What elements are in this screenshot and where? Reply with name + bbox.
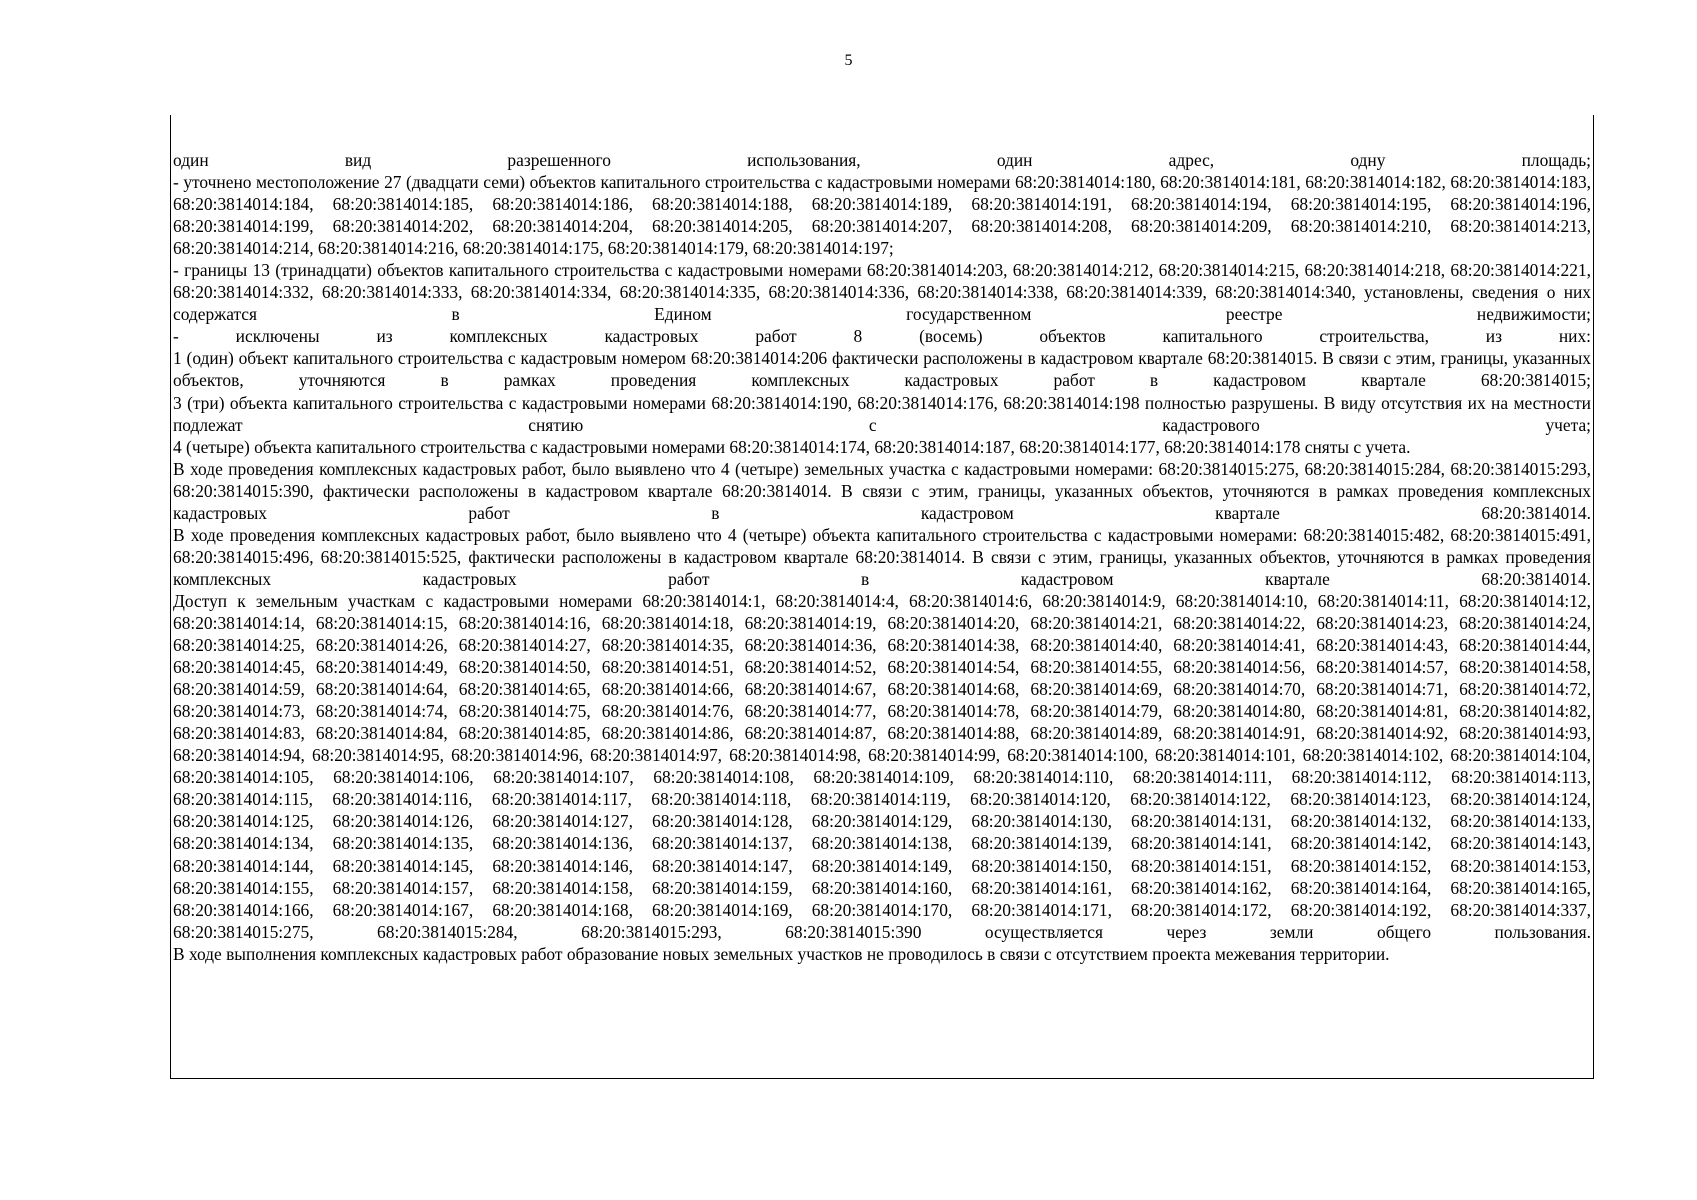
paragraph-land-plots-found: В ходе проведения комплексных кадастровых работ, было выявлено что 4 (четыре) земельных участка с кадастровыми номерами: 68:20:3814015:275, 68:20:3814015:284, 68:20:3814015:293, 68:20:3814015:390, фактически расположены в кадастровом квартале 68:20:3814014. В связи с этим, границы, указанных объектов, уточняются в рамках проведения комплексных кадастровых работ в кадастровом квартале 68:20:3814014. xyxy=(173,458,1591,523)
paragraph-access: Доступ к земельным участкам с кадастровыми номерами 68:20:3814014:1, 68:20:3814014:4, 68:20:3814014:6, 68:20:3814014:9, 68:20:3814014:10, 68:20:3814014:11, 68:20:3814014:12, 68:20:3814014:14, 68:20:3814014:15, 68:20:3814014:16, 68:20:3814014:18, 68:20:3814014:19, 68:20:3814014:20, 68:20:3814014:21, 68:20:3814014:22, 68:20:3814014:23, 68:20:3814014:24, 68:20:3814014:25, 68:20:3814014:26, 68:20:3814014:27, 68:20:3814014:35, 68:20:3814014:36, 68:20:3814014:38, 68:20:3814014:40, 68:20:3814014:41, 68:20:3814014:43, 68:20:3814014:44, 68:20:3814014:45, 68:20:3814014:49, 68:20:3814014:50, 68:20:3814014:51, 68:20:3814014:52, 68:20:3814014:54, 68:20:3814014:55, 68:20:3814014:56, 68:20:3814014:57, 68:20:3814014:58, 68:20:3814014:59, 68:20:3814014:64, 68:20:3814014:65, 68:20:3814014:66, 68:20:3814014:67, 68:20:3814014:68, 68:20:3814014:69, 68:20:3814014:70, 68:20:3814014:71, 68:20:3814014:72, 68:20:3814014:73, 68:20:3814014:74, 68:20:3814014:75, 68:20:3814014:76, 68:20:3814014:77, 68:20:3814014:78, 68:20:3814014:79, 68:20:3814014:80, 68:20:3814014:81, 68:20:3814014:82, 68:20:3814014:83, 68:20:3814014:84, 68:20:3814014:85, 68:20:3814014:86, 68:20:3814014:87, 68:20:3814014:88, 68:20:3814014:89, 68:20:3814014:91, 68:20:3814014:92, 68:20:3814014:93, 68:20:3814014:94, 68:20:3814014:95, 68:20:3814014:96, 68:20:3814014:97, 68:20:3814014:98, 68:20:3814014:99, 68:20:3814014:100, 68:20:3814014:101, 68:20:3814014:102, 68:20:3814014:104, 68:20:3814014:105, 68:20:3814014:106, 68:20:3814014:107, 68:20:3814014:108, 68:20:3814014:109, 68:20:3814014:110, 68:20:3814014:111, 68:20:3814014:112, 68:20:3814014:113, 68:20:3814014:115, 68:20:3814014:116, 68:20:3814014:117, 68:20:3814014:118, 68:20:3814014:119, 68:20:3814014:120, 68:20:3814014:122, 68:20:3814014:123, 68:20:3814014:124, 68:20:3814014:125, 68:20:3814014:126, 68:20:3814014:127, 68:20:3814014:128, 68:20:3814014:129, 68:20:3814014:130, 68:20:3814014:131, 68:20:3814014:132, 68:20:3814014:133, 68:20:3814014:134, 68:20:3814014:135, 68:20:3814014:136, 68:20:3814014:137, 68:20:3814014:138, 68:20:3814014:139, 68:20:3814014:141, 68:20:3814014:142, 68:20:3814014:143, 68:20:3814014:144, 68:20:3814014:145, 68:20:3814014:146, 68:20:3814014:147, 68:20:3814014:149, 68:20:3814014:150, 68:20:3814014:151, 68:20:3814014:152, 68:20:3814014:153, 68:20:3814014:155, 68:20:3814014:157, 68:20:3814014:158, 68:20:3814014:159, 68:20:3814014:160, 68:20:3814014:161, 68:20:3814014:162, 68:20:3814014:164, 68:20:3814014:165, 68:20:3814014:166, 68:20:3814014:167, 68:20:3814014:168, 68:20:3814014:169, 68:20:3814014:170, 68:20:3814014:171, 68:20:3814014:172, 68:20:3814014:192, 68:20:3814014:337, 68:20:3814015:275, 68:20:3814015:284, 68:20:3814015:293, 68:20:3814015:390 осуществляется через земли общего пользования. xyxy=(173,590,1591,942)
paragraph-use-address-area: один вид разрешенного использования, один адрес, одну площадь; xyxy=(173,150,1591,170)
paragraph-boundaries-established: - границы 13 (тринадцати) объектов капитального строительства с кадастровыми номерами 68:20:3814014:203, 68:20:3814014:212, 68:20:3814014:215, 68:20:3814014:218, 68:20:3814014:221, 68:20:3814014:332, 68:20:3814014:333, 68:20:3814014:334, 68:20:3814014:335, 68:20:3814014:336, 68:20:3814014:338, 68:20:3814014:339, 68:20:3814014:340, установлены, сведения о них содержатся в Едином государственном реестре недвижимости; xyxy=(173,260,1591,325)
paragraph-capital-objects-found: В ходе проведения комплексных кадастровых работ, было выявлено что 4 (четыре) объекта капитального строительства с кадастровыми номерами: 68:20:3814015:482, 68:20:3814015:491, 68:20:3814015:496, 68:20:3814015:525, фактически расположены в кадастровом квартале 68:20:3814014. В связи с этим, границы, указанных объектов, уточняются в рамках проведения комплексных кадастровых работ в кадастровом квартале 68:20:3814014. xyxy=(173,524,1591,589)
page-number: 5 xyxy=(844,52,853,69)
paragraph-excluded-objects: - исключены из комплексных кадастровых работ 8 (восемь) объектов капитального строительства, из них: xyxy=(173,326,1591,347)
paragraph-four-objects: 4 (четыре) объекта капитального строительства с кадастровыми номерами 68:20:3814014:174, 68:20:3814014:187, 68:20:3814014:177, 68:20:3814014:178 сняты с учета. xyxy=(173,436,1411,457)
paragraph-three-objects: 3 (три) объекта капитального строительства с кадастровыми номерами 68:20:3814014:190, 68:20:3814014:176, 68:20:3814014:198 полностью разрушены. В виду отсутствия их на местности подлежат снятию с кадастрового учета; xyxy=(173,392,1591,435)
document-frame xyxy=(170,115,1594,1079)
paragraph-refined-location: - уточнено местоположение 27 (двадцати семи) объектов капитального строительства с кадастровыми номерами 68:20:3814014:180, 68:20:3814014:181, 68:20:3814014:182, 68:20:3814014:183, 68:20:3814014:184, 68:20:3814014:185, 68:20:3814014:186, 68:20:3814014:188, 68:20:3814014:189, 68:20:3814014:191, 68:20:3814014:194, 68:20:3814014:195, 68:20:3814014:196, 68:20:3814014:199, 68:20:3814014:202, 68:20:3814014:204, 68:20:3814014:205, 68:20:3814014:207, 68:20:3814014:208, 68:20:3814014:209, 68:20:3814014:210, 68:20:3814014:213, 68:20:3814014:214, 68:20:3814014:216, 68:20:3814014:175, 68:20:3814014:179, 68:20:3814014:197; xyxy=(173,172,1591,259)
paragraph-one-object: 1 (один) объект капитального строительства с кадастровым номером 68:20:3814014:206 фактически расположены в кадастровом квартале 68:20:3814015. В связи с этим, границы, указанных объектов, уточняются в рамках проведения комплексных кадастровых работ в кадастровом квартале 68:20:3814015; xyxy=(173,348,1591,391)
document-body xyxy=(173,149,1591,965)
paragraph-no-new-plots: В ходе выполнения комплексных кадастровых работ образование новых земельных участков не проводилось в связи с отсутствием проекта межевания территории. xyxy=(173,943,1390,964)
